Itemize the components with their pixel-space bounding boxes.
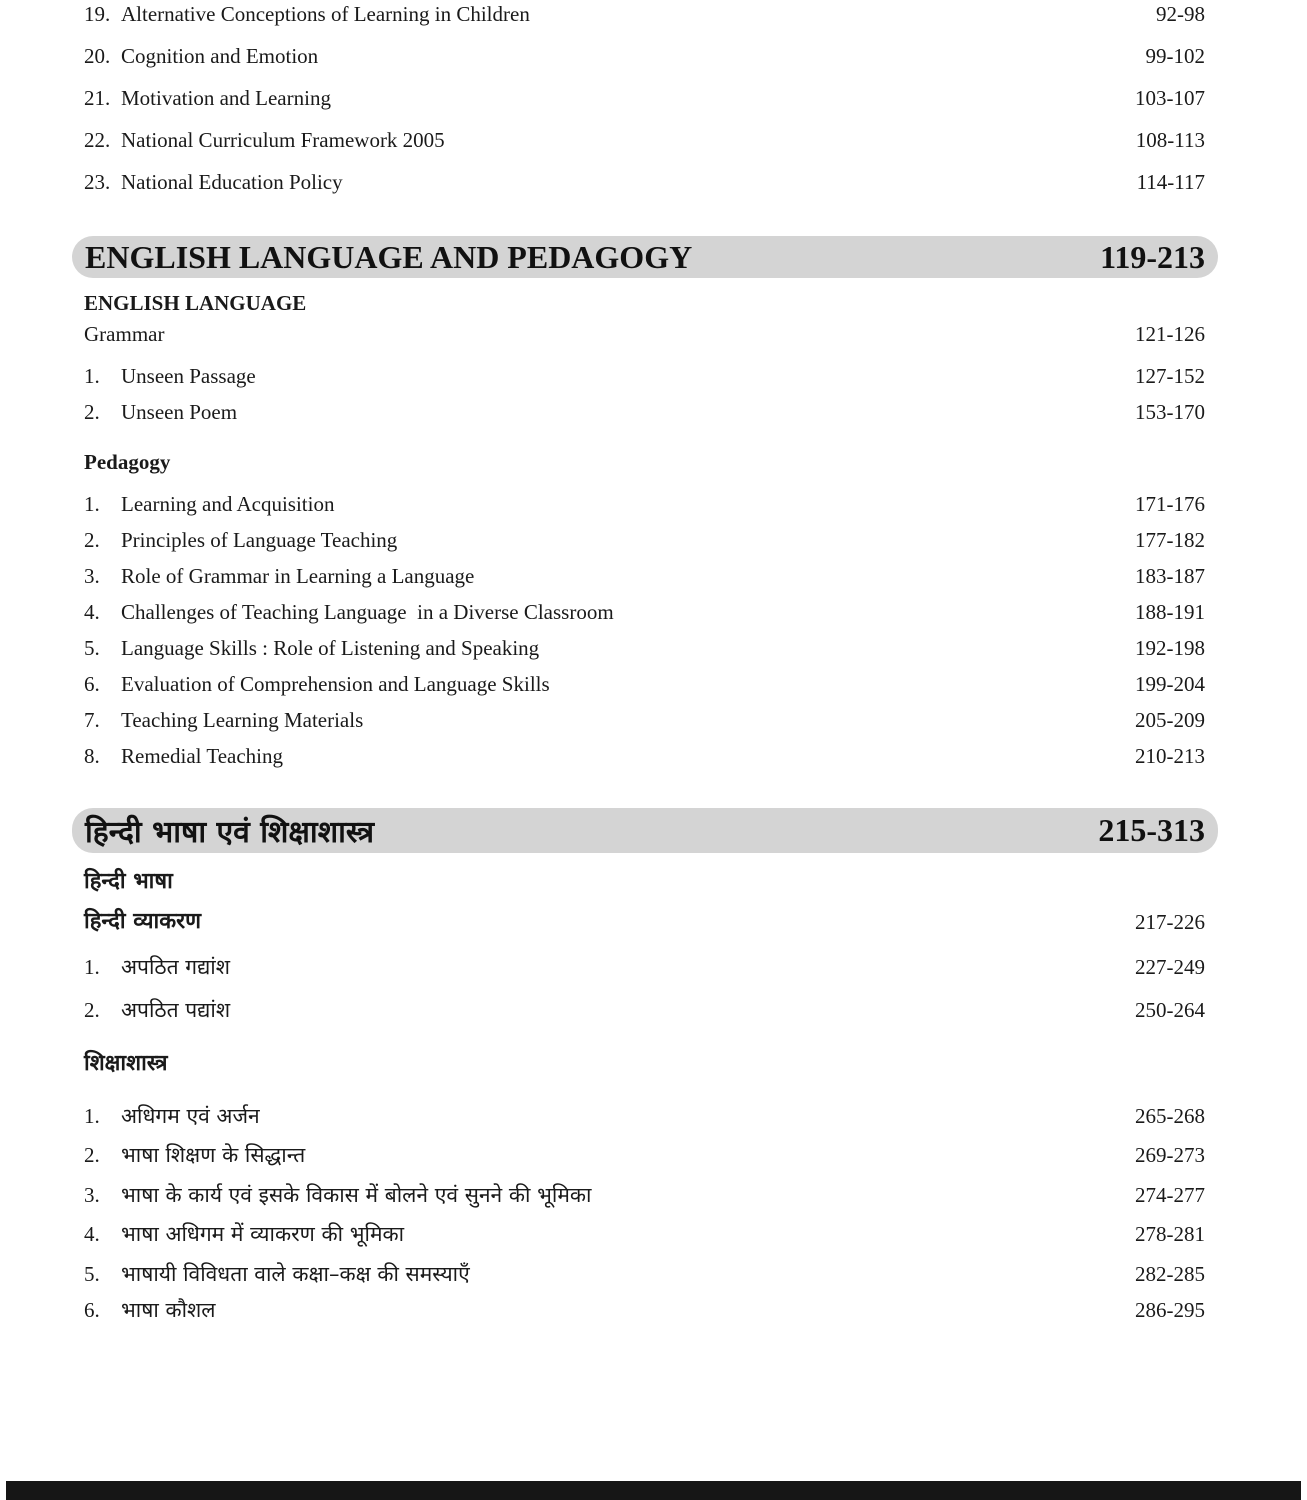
item-title: भाषा अधिगम में व्याकरण की भूमिका [121, 1222, 405, 1246]
toc-row [84, 320, 1205, 348]
item-title: अधिगम एवं अर्जन [121, 1104, 260, 1128]
toc-row [84, 598, 1205, 626]
item-number: 19. [84, 2, 111, 26]
item-title: भाषायी विविधता वाले कक्षा–कक्ष की समस्याएँ [121, 1262, 470, 1286]
item-title: Unseen Poem [121, 400, 238, 424]
item-number: 1. [84, 364, 100, 388]
toc-row [84, 1181, 1205, 1209]
toc-row [84, 1220, 1205, 1248]
item-pages: 192-198 [1135, 636, 1205, 660]
item-title: Principles of Language Teaching [121, 528, 398, 552]
item-pages: 153-170 [1135, 400, 1205, 424]
item-pages: 274-277 [1135, 1183, 1205, 1207]
toc-row [84, 0, 1205, 28]
subsection-heading: शिक्षाशास्त्र [84, 1051, 168, 1076]
subsection-heading: Pedagogy [84, 450, 171, 474]
item-title: Learning and Acquisition [121, 492, 335, 516]
item-pages: 188-191 [1135, 600, 1205, 624]
item-pages: 199-204 [1135, 672, 1205, 696]
item-pages: 217-226 [1135, 910, 1205, 934]
toc-row [84, 1260, 1205, 1288]
item-number: 3. [84, 564, 100, 588]
toc-row [84, 84, 1205, 112]
item-title: Cognition and Emotion [121, 44, 319, 68]
toc-row [84, 706, 1205, 734]
section-title: ENGLISH LANGUAGE AND PEDAGOGY [85, 238, 693, 275]
item-title: भाषा के कार्य एवं इसके विकास में बोलने एवं सुनने की भूमिका [121, 1183, 592, 1207]
item-number: 1. [84, 492, 100, 516]
item-title: Motivation and Learning [121, 86, 331, 110]
item-title: अपठित पद्यांश [121, 998, 231, 1022]
toc-row [84, 562, 1205, 590]
item-pages: 92-98 [1156, 2, 1205, 26]
toc-row [84, 996, 1205, 1024]
item-title: भाषा शिक्षण के सिद्धान्त [121, 1143, 306, 1167]
toc-row [84, 526, 1205, 554]
toc-row [84, 362, 1205, 390]
toc-row [84, 1296, 1205, 1324]
item-title: Evaluation of Comprehension and Language Skills [121, 672, 550, 696]
subsection-heading: ENGLISH LANGUAGE [84, 291, 307, 315]
item-number: 3. [84, 1183, 100, 1207]
item-title: हिन्दी व्याकरण [84, 909, 201, 934]
item-pages: 127-152 [1135, 364, 1205, 388]
item-pages: 121-126 [1135, 322, 1205, 346]
item-title: भाषा कौशल [121, 1298, 216, 1322]
section-pages: 119-213 [1100, 238, 1205, 275]
item-number: 4. [84, 1222, 100, 1246]
toc-row [84, 634, 1205, 662]
item-number: 6. [84, 672, 100, 696]
item-number: 2. [84, 1143, 100, 1167]
section-banner-english [72, 236, 1218, 278]
section-banner-hindi [72, 808, 1218, 853]
item-title: National Education Policy [121, 170, 343, 194]
item-number: 8. [84, 744, 100, 768]
item-number: 5. [84, 636, 100, 660]
item-title: National Curriculum Framework 2005 [121, 128, 445, 152]
item-number: 4. [84, 600, 100, 624]
item-number: 7. [84, 708, 100, 732]
item-number: 1. [84, 955, 100, 979]
item-pages: 114-117 [1136, 170, 1205, 194]
toc-row [84, 398, 1205, 426]
item-title: Alternative Conceptions of Learning in Children [121, 2, 530, 26]
item-pages: 265-268 [1135, 1104, 1205, 1128]
toc-row [84, 42, 1205, 70]
item-number: 1. [84, 1104, 100, 1128]
item-number: 2. [84, 998, 100, 1022]
item-pages: 278-281 [1135, 1222, 1205, 1246]
toc-row [84, 742, 1205, 770]
footer-bar [6, 1481, 1301, 1500]
item-pages: 210-213 [1135, 744, 1205, 768]
item-title: Teaching Learning Materials [121, 708, 364, 732]
item-number: 23. [84, 170, 111, 194]
item-title: Role of Grammar in Learning a Language [121, 564, 475, 588]
item-pages: 269-273 [1135, 1143, 1205, 1167]
section-pages: 215-313 [1098, 812, 1205, 848]
item-title: Remedial Teaching [121, 744, 284, 768]
item-number: 5. [84, 1262, 100, 1286]
item-pages: 177-182 [1135, 528, 1205, 552]
item-pages: 171-176 [1135, 492, 1205, 516]
toc-row [84, 168, 1205, 196]
item-pages: 250-264 [1135, 998, 1205, 1022]
toc-row [84, 953, 1205, 981]
toc-row [84, 1102, 1205, 1130]
item-title: Grammar [84, 322, 165, 346]
item-number: 6. [84, 1298, 100, 1322]
item-pages: 282-285 [1135, 1262, 1205, 1286]
item-title: Language Skills : Role of Listening and Speaking [121, 636, 540, 660]
item-number: 20. [84, 44, 111, 68]
toc-row [84, 908, 1205, 936]
item-title: अपठित गद्यांश [121, 955, 231, 979]
item-number: 2. [84, 528, 100, 552]
section-title: हिन्दी भाषा एवं शिक्षाशास्त्र [85, 815, 375, 850]
item-pages: 103-107 [1135, 86, 1205, 110]
item-pages: 227-249 [1135, 955, 1205, 979]
item-pages: 286-295 [1135, 1298, 1205, 1322]
item-number: 2. [84, 400, 100, 424]
toc-row [84, 490, 1205, 518]
toc-row [84, 1141, 1205, 1169]
subsection-heading: हिन्दी भाषा [84, 869, 173, 894]
toc-row [84, 126, 1205, 154]
item-pages: 99-102 [1145, 44, 1205, 68]
item-pages: 205-209 [1135, 708, 1205, 732]
item-title: Challenges of Teaching Language in a Diverse Classroom [121, 600, 614, 624]
item-number: 21. [84, 86, 111, 110]
item-number: 22. [84, 128, 111, 152]
toc-row [84, 670, 1205, 698]
item-pages: 108-113 [1135, 128, 1205, 152]
item-pages: 183-187 [1135, 564, 1205, 588]
item-title: Unseen Passage [121, 364, 256, 388]
